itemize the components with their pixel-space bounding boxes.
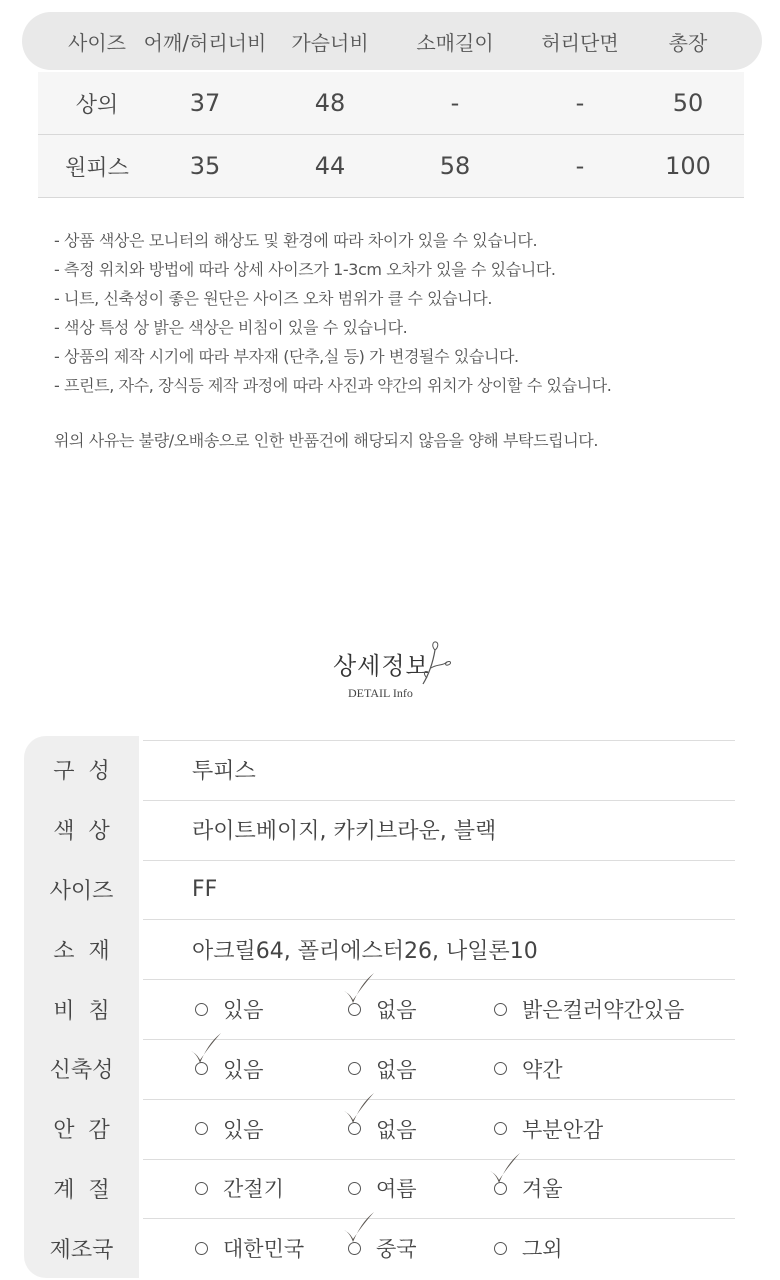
detail-title-sub: DETAIL Info [348, 686, 413, 700]
option-label: 없음 [376, 1117, 417, 1142]
detail-label: 비 침 [53, 998, 110, 1024]
option-label: 없음 [376, 1057, 417, 1082]
option[interactable] [494, 1039, 563, 1099]
option[interactable] [348, 1218, 417, 1278]
disclaimer: 위의 사유는 불량/오배송으로 인한 반품건에 해당되지 않음을 양해 부탁드립니다. [54, 431, 599, 450]
size-cell: 37 [189, 89, 221, 117]
size-table-body [38, 72, 744, 198]
detail-row-origin [24, 1218, 735, 1278]
checkmark-icon [340, 971, 380, 1011]
option-label: 있음 [223, 1117, 264, 1142]
detail-label: 소 재 [53, 938, 110, 964]
size-header-size: 사이즈 [68, 30, 126, 55]
notes-list [54, 226, 754, 400]
size-header-chest: 가슴너비 [291, 30, 369, 55]
detail-row-sheerness [24, 979, 735, 1039]
checkmark-icon [340, 1091, 380, 1131]
detail-label: 구 성 [53, 759, 110, 785]
radio-circle-icon[interactable] [195, 1003, 208, 1016]
note-item: - 상품의 제작 시기에 따라 부자재 (단추,실 등) 가 변경될수 있습니다. [54, 347, 519, 366]
option-label: 대한민국 [223, 1237, 305, 1262]
note-item: - 색상 특성 상 밝은 색상은 비침이 있을 수 있습니다. [54, 318, 408, 337]
detail-table [24, 740, 735, 1278]
size-cell: 100 [665, 152, 711, 180]
note-item: - 상품 색상은 모니터의 해상도 및 환경에 따라 차이가 있을 수 있습니다. [54, 231, 538, 250]
option-label: 있음 [223, 998, 264, 1023]
detail-value: 투피스 [192, 759, 256, 785]
detail-label: 계 절 [53, 1177, 110, 1203]
row-divider [143, 860, 735, 861]
size-row-label: 상의 [75, 92, 119, 118]
detail-row-composition [24, 740, 735, 800]
detail-title [333, 646, 473, 706]
size-row-top [38, 72, 744, 135]
option-label: 약간 [522, 1057, 563, 1082]
size-header-sleeve: 소매길이 [416, 30, 494, 55]
size-cell: 58 [439, 152, 471, 180]
option[interactable] [195, 1218, 304, 1278]
option-label: 부분안감 [522, 1117, 604, 1142]
note-item: - 프린트, 자수, 장식등 제작 과정에 따라 사진과 약간의 위치가 상이할 수 있습니다. [54, 376, 612, 395]
detail-value: FF [192, 876, 218, 902]
option-label: 밝은컬러약간있음 [522, 998, 685, 1023]
checkmark-icon [340, 1210, 380, 1250]
note-item: - 측정 위치와 방법에 따라 상세 사이즈가 1-3cm 오차가 있을 수 있습니다. [54, 260, 556, 279]
detail-row-lining [24, 1099, 735, 1159]
option[interactable] [494, 1218, 563, 1278]
radio-circle-icon[interactable] [494, 1242, 507, 1255]
detail-label: 안 감 [53, 1118, 110, 1144]
size-table-header [22, 12, 762, 70]
option[interactable] [195, 1159, 284, 1219]
option-label: 그외 [522, 1237, 563, 1262]
checkmark-icon [187, 1031, 227, 1071]
option-label: 중국 [376, 1237, 417, 1262]
detail-value: 라이트베이지, 카키브라운, 블랙 [192, 819, 497, 845]
size-cell: 44 [314, 152, 346, 180]
size-cell: - [575, 152, 585, 180]
detail-label: 신축성 [49, 1058, 114, 1084]
radio-circle-icon[interactable] [195, 1242, 208, 1255]
option-label: 없음 [376, 998, 417, 1023]
detail-label: 사이즈 [49, 878, 114, 904]
option-label: 겨울 [522, 1177, 563, 1202]
radio-circle-icon[interactable] [348, 1182, 361, 1195]
checkmark-icon [486, 1151, 526, 1191]
option-label: 있음 [223, 1057, 264, 1082]
detail-value: 아크릴64, 폴리에스터26, 나일론10 [192, 938, 538, 964]
radio-circle-icon[interactable] [494, 1122, 507, 1135]
option[interactable] [494, 1159, 563, 1219]
detail-title-main: 상세정보 [333, 652, 430, 680]
radio-circle-icon[interactable] [195, 1182, 208, 1195]
size-cell: - [575, 89, 585, 117]
size-header-shoulder-waist: 어깨/허리너비 [143, 30, 267, 55]
option[interactable] [195, 1039, 264, 1099]
option-label: 여름 [376, 1177, 417, 1202]
radio-circle-icon[interactable] [494, 1062, 507, 1075]
size-cell: 35 [189, 152, 221, 180]
detail-label: 색 상 [53, 819, 110, 845]
size-cell: 48 [314, 89, 346, 117]
option[interactable] [348, 979, 417, 1039]
option[interactable] [348, 1099, 417, 1159]
detail-row-size [24, 860, 735, 920]
radio-circle-icon[interactable] [195, 1122, 208, 1135]
detail-label: 제조국 [49, 1237, 114, 1263]
detail-row-color [24, 800, 735, 860]
option[interactable] [494, 979, 684, 1039]
option[interactable] [195, 1099, 264, 1159]
size-row-label: 원피스 [65, 155, 129, 181]
radio-circle-icon[interactable] [494, 1003, 507, 1016]
size-cell: - [450, 89, 460, 117]
size-header-length: 총장 [668, 30, 708, 55]
option-label: 간절기 [223, 1177, 284, 1202]
radio-circle-icon[interactable] [348, 1062, 361, 1075]
flower-sprig-icon [417, 640, 457, 690]
size-header-waist-section: 허리단면 [541, 30, 619, 55]
size-row-dress [38, 135, 744, 197]
size-cell: 50 [672, 89, 704, 117]
note-item: - 니트, 신축성이 좋은 원단은 사이즈 오차 범위가 클 수 있습니다. [54, 289, 493, 308]
